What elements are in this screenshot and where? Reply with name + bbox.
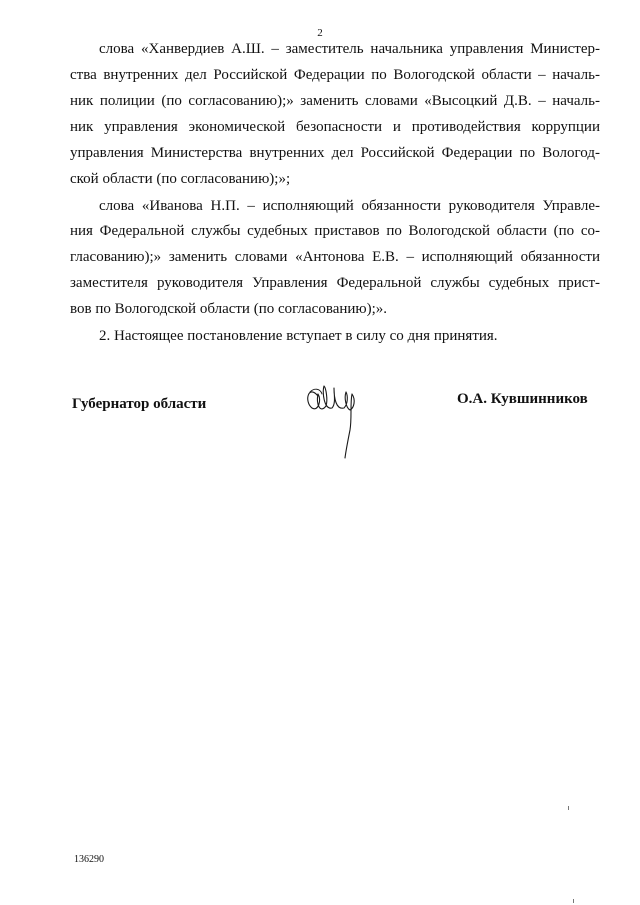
paragraph-1-line-4: ник управления экономической безопасности и противодействия коррупции — [70, 119, 600, 135]
signatory-title: Губернатор области — [72, 396, 207, 412]
paragraph-1-line-2: ства внутренних дел Российской Федерации по Вологодской области – началь- — [70, 67, 600, 83]
paragraph-1-line-5: управления Министерства внутренних дел Российской Федерации по Вологод- — [70, 145, 600, 161]
handwritten-signature — [300, 370, 370, 460]
paragraph-2-line-4: заместителя руководителя Управления Федеральной службы судебных прист- — [70, 275, 600, 291]
paragraph-2-line-3: гласованию);» заменить словами «Антонова Е.В. – исполняющий обязанности — [70, 249, 600, 265]
page-number: 2 — [317, 27, 323, 39]
paragraph-2-line-1: слова «Иванова Н.П. – исполняющий обязанности руководителя Управле- — [99, 198, 600, 214]
signatory-name: О.А. Кувшинников — [457, 391, 588, 407]
scan-artifact — [573, 899, 574, 903]
paragraph-1-line-3: ник полиции (по согласованию);» заменить словами «Высоцкий Д.В. – началь- — [70, 93, 600, 109]
item-2-text: 2. Настоящее постановление вступает в силу со дня принятия. — [99, 328, 498, 344]
paragraph-1-line-1: слова «Ханвердиев А.Ш. – заместитель начальника управления Министер- — [99, 41, 600, 57]
paragraph-2-line-5: вов по Вологодской области (по согласованию);». — [70, 301, 388, 317]
document-code: 136290 — [74, 854, 104, 865]
scan-artifact — [568, 806, 569, 810]
paragraph-2-line-2: ния Федеральной службы судебных приставов по Вологодской области (по со- — [70, 223, 600, 239]
paragraph-1-line-6: ской области (по согласованию);»; — [70, 171, 291, 187]
